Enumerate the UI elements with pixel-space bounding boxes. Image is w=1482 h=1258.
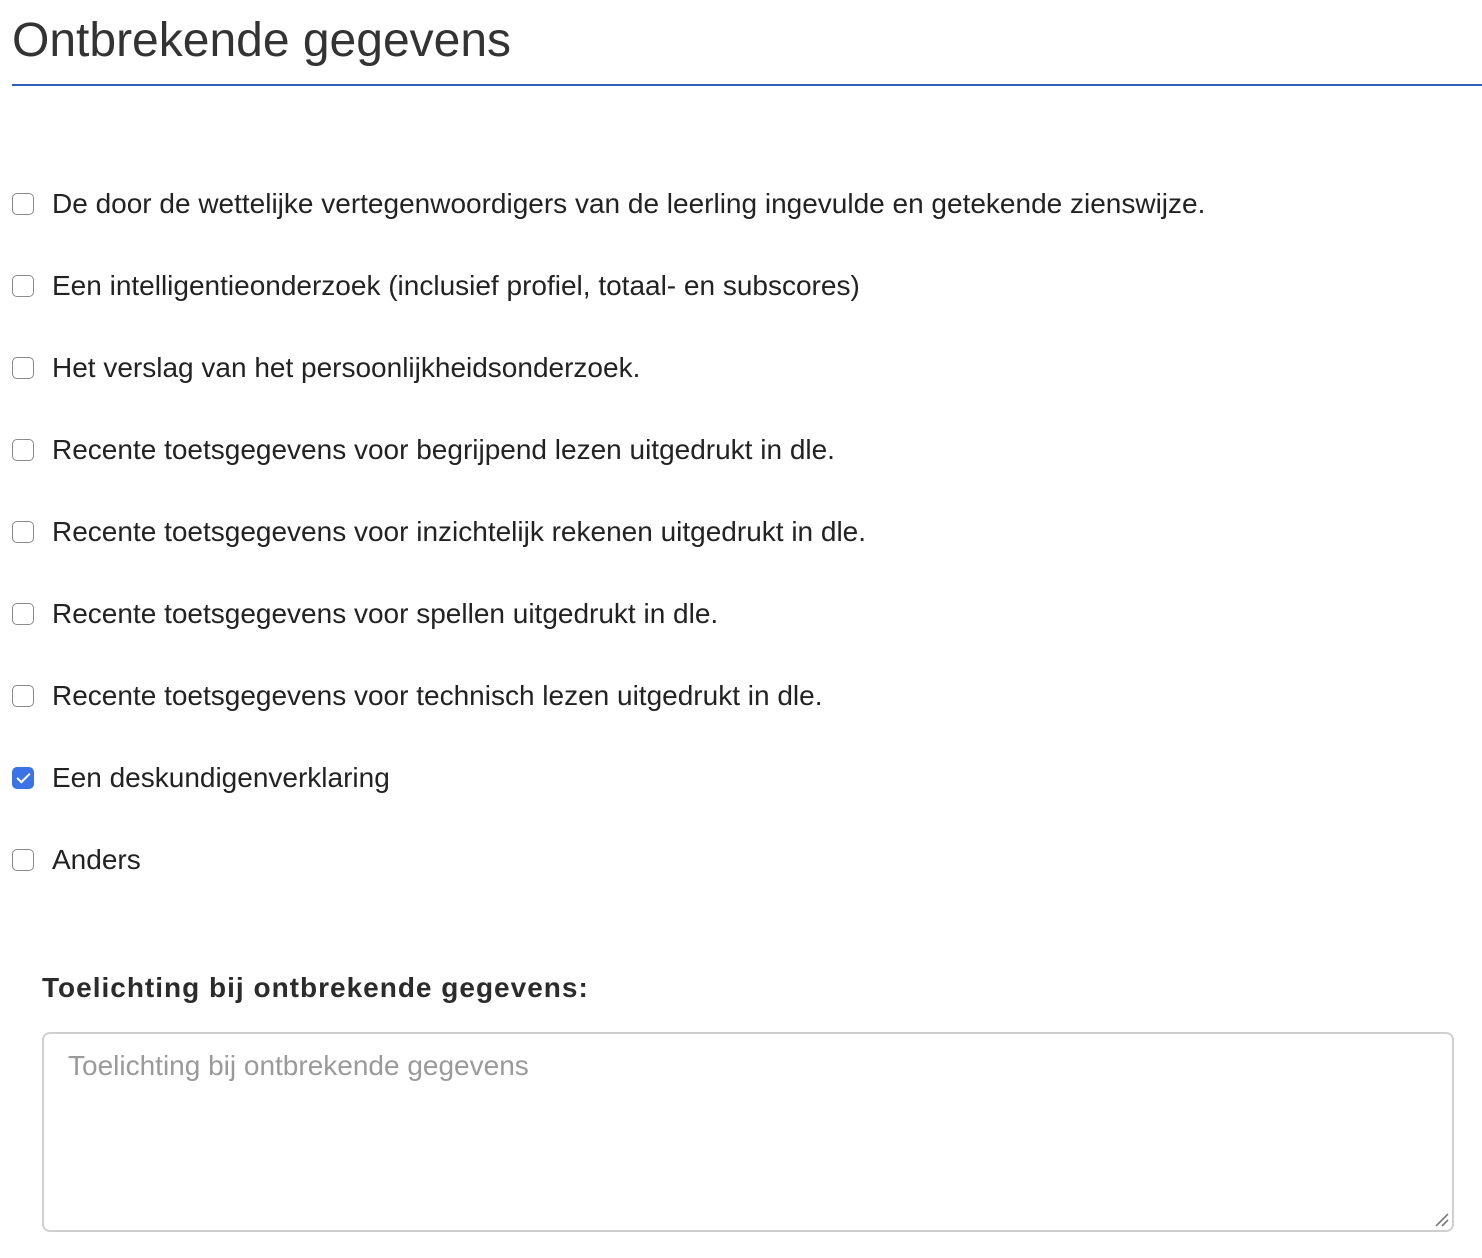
checkbox-label: Recente toetsgegevens voor inzichtelijk rekenen uitgedrukt in dle. <box>52 516 867 547</box>
checkbox-label: Anders <box>52 844 141 875</box>
title-divider <box>12 84 1482 86</box>
checkbox[interactable] <box>12 357 34 379</box>
checkbox-label: Een intelligentieonderzoek (inclusief profiel, totaal- en subscores) <box>52 270 860 301</box>
resize-handle-icon[interactable] <box>1432 1210 1450 1228</box>
checkbox-item-technisch-lezen[interactable] <box>12 655 1205 737</box>
checkbox[interactable] <box>12 275 34 297</box>
explanation-label: Toelichting bij ontbrekende gegevens: <box>42 972 589 1003</box>
checkbox-item-intelligentieonderzoek[interactable] <box>12 245 1205 327</box>
checkbox-label: De door de wettelijke vertegenwoordigers van de leerling ingevulde en getekende zienswijze. <box>52 188 1206 219</box>
checkbox-label: Een deskundigenverklaring <box>52 762 390 793</box>
checkbox-item-deskundigenverklaring[interactable] <box>12 737 1205 819</box>
page-title: Ontbrekende gegevens <box>12 14 512 67</box>
checkbox[interactable] <box>12 849 34 871</box>
checkbox-item-begrijpend-lezen[interactable] <box>12 409 1205 491</box>
missing-data-checklist <box>12 163 1205 901</box>
checkbox-item-spellen[interactable] <box>12 573 1205 655</box>
checkbox-item-zienswijze[interactable] <box>12 163 1205 245</box>
checkbox-label: Het verslag van het persoonlijkheidsonderzoek. <box>52 352 641 383</box>
checkbox[interactable] <box>12 521 34 543</box>
explanation-textarea[interactable] <box>42 1032 1454 1232</box>
checkbox[interactable] <box>12 767 34 789</box>
checkbox-item-persoonlijkheidsonderzoek[interactable] <box>12 327 1205 409</box>
checkbox-item-inzichtelijk-rekenen[interactable] <box>12 491 1205 573</box>
checkbox[interactable] <box>12 193 34 215</box>
checkbox[interactable] <box>12 439 34 461</box>
checkbox-item-anders[interactable] <box>12 819 1205 901</box>
checkbox-label: Recente toetsgegevens voor technisch lezen uitgedrukt in dle. <box>52 680 823 711</box>
checkbox-label: Recente toetsgegevens voor spellen uitgedrukt in dle. <box>52 598 719 629</box>
checkbox-label: Recente toetsgegevens voor begrijpend lezen uitgedrukt in dle. <box>52 434 835 465</box>
checkbox[interactable] <box>12 685 34 707</box>
checkbox[interactable] <box>12 603 34 625</box>
